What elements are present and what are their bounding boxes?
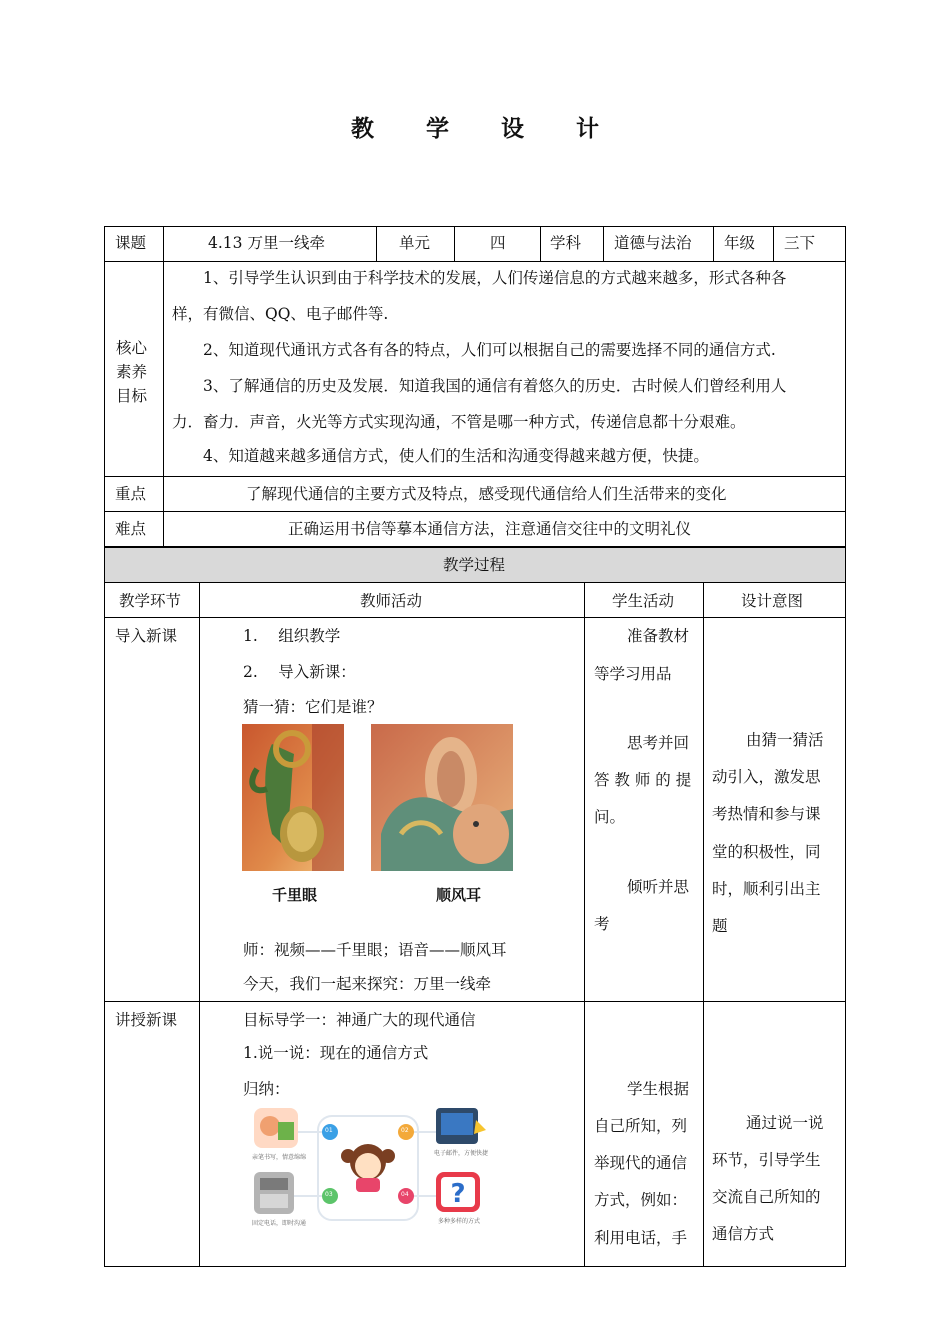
student-line: 问。: [594, 808, 626, 826]
goals-label-1: 核心: [116, 339, 148, 357]
grade-label: 年级: [724, 234, 756, 252]
caption-shunfenger: 顺风耳: [436, 886, 482, 904]
teacher-step: 2. 导入新课：: [243, 663, 356, 681]
col-header-student: 学生活动: [612, 592, 675, 610]
key-point-label: 重点: [115, 485, 147, 503]
difficult-point-text: 正确运用书信等摹本通信方法，注意通信交往中的文明礼仪: [288, 520, 692, 538]
teacher-step: 1. 组织教学: [243, 627, 341, 645]
stage-new-lesson: 讲授新课: [115, 1011, 178, 1029]
communication-diagram: [248, 1104, 488, 1234]
intent-line: 动引入，激发思: [712, 768, 821, 786]
intent-line: 通过说一说: [746, 1114, 824, 1132]
svg-text:?: ?: [450, 1179, 466, 1209]
page-title: 教 学 设 计: [350, 115, 622, 142]
col-header-teacher: 教师活动: [360, 592, 423, 610]
subject-value: 道德与法治: [614, 234, 692, 252]
intent-line: 由猜一猜活: [746, 731, 824, 749]
diagram-node: 02: [401, 1127, 409, 1134]
col-header-intent: 设计意图: [741, 592, 804, 610]
teacher-line: 今天，我们一起来探究：万里一线牵: [243, 975, 492, 993]
difficult-point-label: 难点: [115, 520, 147, 538]
goal-line: 3、了解通信的历史及发展．知道我国的通信有着悠久的历史．古时候人们曾经利用人: [203, 377, 787, 395]
goals-label-2: 素养: [116, 363, 148, 381]
process-title: 教学过程: [443, 556, 506, 574]
diagram-label: 电子邮件，方便快捷: [434, 1150, 488, 1157]
goal-line: 力．畜力．声音，火光等方式实现沟通，不管是哪一种方式，传递信息都十分艰难。: [172, 413, 746, 431]
student-line: 方式，例如：: [594, 1191, 688, 1209]
caption-qianliyan: 千里眼: [272, 886, 318, 904]
intent-line: 交流自己所知的: [712, 1188, 821, 1206]
diagram-node: 03: [325, 1191, 333, 1198]
student-line: 考: [594, 915, 610, 933]
teacher-line: 归纳：: [243, 1080, 290, 1098]
diagram-label: 亲笔书写，情意绵绵: [252, 1154, 307, 1161]
diagram-label: 固定电话，即时沟通: [252, 1220, 307, 1227]
shunfenger-image: [371, 724, 513, 871]
student-line: 学生根据: [627, 1080, 690, 1098]
teacher-line: 师：视频——千里眼；语音——顺风耳: [243, 941, 507, 959]
student-line: 等学习用品: [594, 665, 672, 683]
student-line: 答 教 师 的 提: [594, 771, 692, 789]
student-line: 举现代的通信: [594, 1154, 688, 1172]
diagram-label: 多种多样的方式: [438, 1218, 481, 1225]
diagram-node: 04: [401, 1191, 409, 1198]
topic-label: 课题: [115, 234, 147, 252]
intent-line: 考热情和参与课: [712, 805, 821, 823]
student-line: 准备教材: [627, 627, 690, 645]
guess-prompt: 猜一猜：它们是谁？: [243, 698, 383, 716]
intent-line: 环节，引导学生: [712, 1151, 821, 1169]
unit-value: 四: [490, 234, 506, 252]
subject-label: 学科: [550, 234, 582, 252]
col-header-stage: 教学环节: [119, 592, 182, 610]
intent-line: 堂的积极性，同: [712, 843, 821, 861]
topic-value: 4.13 万里一线牵: [208, 234, 325, 252]
qianliyan-image: [242, 724, 344, 871]
student-line: 思考并回: [627, 734, 690, 752]
student-line: 利用电话，手: [594, 1229, 688, 1247]
grade-value: 三下: [784, 234, 816, 252]
stage-intro: 导入新课: [115, 627, 178, 645]
intent-line: 时，顺利引出主: [712, 880, 821, 898]
goal-line: 4、知道越来越多通信方式，使人们的生活和沟通变得越来越方便，快捷。: [203, 447, 709, 465]
goal-line: 1、引导学生认识到由于科学技术的发展，人们传递信息的方式越来越多，形式各种各: [203, 269, 787, 287]
key-point-text: 了解现代通信的主要方式及特点，感受现代通信给人们生活带来的变化: [246, 485, 727, 503]
goals-label-3: 目标: [116, 387, 148, 405]
intent-line: 题: [712, 917, 728, 935]
student-line: 自己所知，列: [594, 1117, 688, 1135]
goal-line: 样，有微信、QQ、电子邮件等.: [172, 305, 389, 323]
intent-line: 通信方式: [712, 1225, 775, 1243]
teacher-line: 目标导学一：神通广大的现代通信: [243, 1011, 476, 1029]
teacher-line: 1.说一说：现在的通信方式: [243, 1044, 429, 1062]
diagram-node: 01: [325, 1127, 333, 1134]
unit-label: 单元: [399, 234, 431, 252]
student-line: 倾听并思: [627, 878, 690, 896]
goal-line: 2、知道现代通讯方式各有各的特点，人们可以根据自己的需要选择不同的通信方式.: [203, 341, 776, 359]
